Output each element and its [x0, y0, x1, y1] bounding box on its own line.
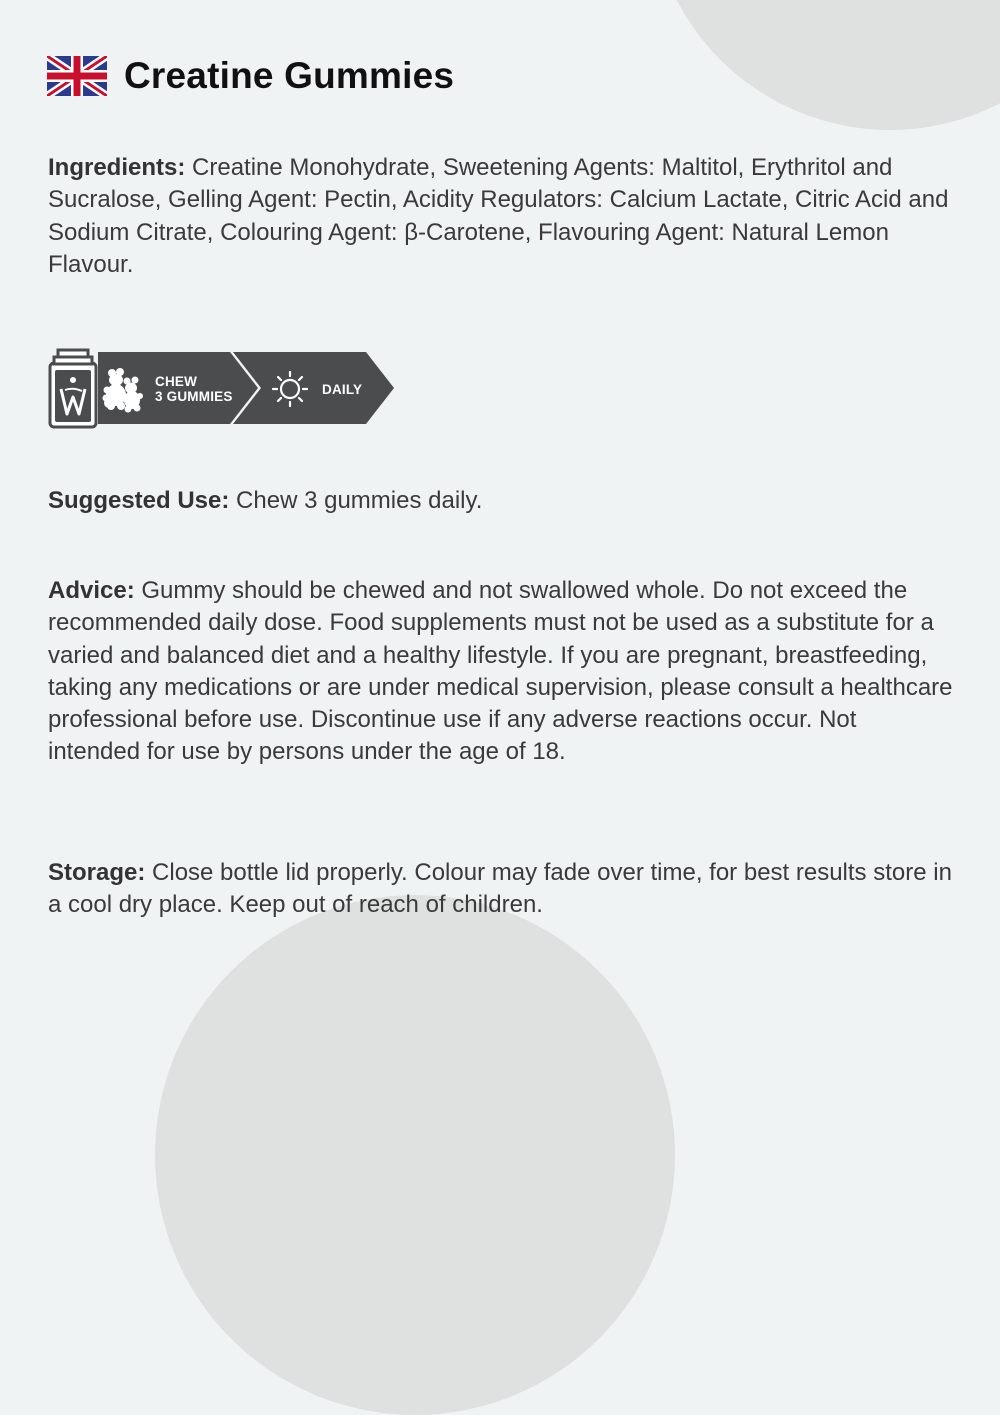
page-title: Creatine Gummies [124, 55, 455, 96]
chew-label-line2: 3 GUMMIES [155, 389, 233, 404]
ingredients-text: Creatine Monohydrate, Sweetening Agents: Maltitol, Erythritol and Sucralose, Gelling Agent: Pectin, Acidity Regulators: Calcium Lactate, Citric Acid and Sodium Citrate, Colouring Agent: β-Carotene, Flavouring Agent: Natural Lemon Flavour. [48, 154, 949, 278]
ingredients-section [48, 152, 953, 281]
chew-label-line1: CHEW [155, 374, 198, 389]
suggested-use-section [48, 485, 953, 517]
uk-flag-icon [47, 56, 107, 96]
bottle-logo-icon [50, 350, 96, 427]
background-circle-bottom [155, 895, 675, 1415]
advice-text: Gummy should be chewed and not swallowed whole. Do not exceed the recommended daily dose. Food supplements must not be used as a substitute for a varied and balanced diet and a healthy lifestyle. If you are pregnant, breastfeeding, taking any medications or are under medical supervision, please consult a healthcare professional before use. Discontinue use if any adverse reactions occur. Not intended for use by persons under the age of 18. [48, 577, 953, 766]
daily-label: DAILY [322, 382, 363, 397]
suggested-use-text: Chew 3 gummies daily. [236, 487, 483, 514]
chew-label [155, 374, 233, 404]
background-circle-top [650, 0, 1000, 130]
suggested-use-label: Suggested Use: [48, 487, 230, 514]
usage-graphic [48, 348, 408, 430]
advice-section [48, 575, 953, 769]
storage-section [48, 857, 953, 922]
advice-label: Advice: [48, 577, 135, 604]
ingredients-label: Ingredients: [48, 154, 186, 181]
storage-text: Close bottle lid properly. Colour may fade over time, for best results store in a cool dry place. Keep out of reach of children. [48, 859, 952, 919]
header [47, 55, 454, 97]
storage-label: Storage: [48, 859, 146, 886]
